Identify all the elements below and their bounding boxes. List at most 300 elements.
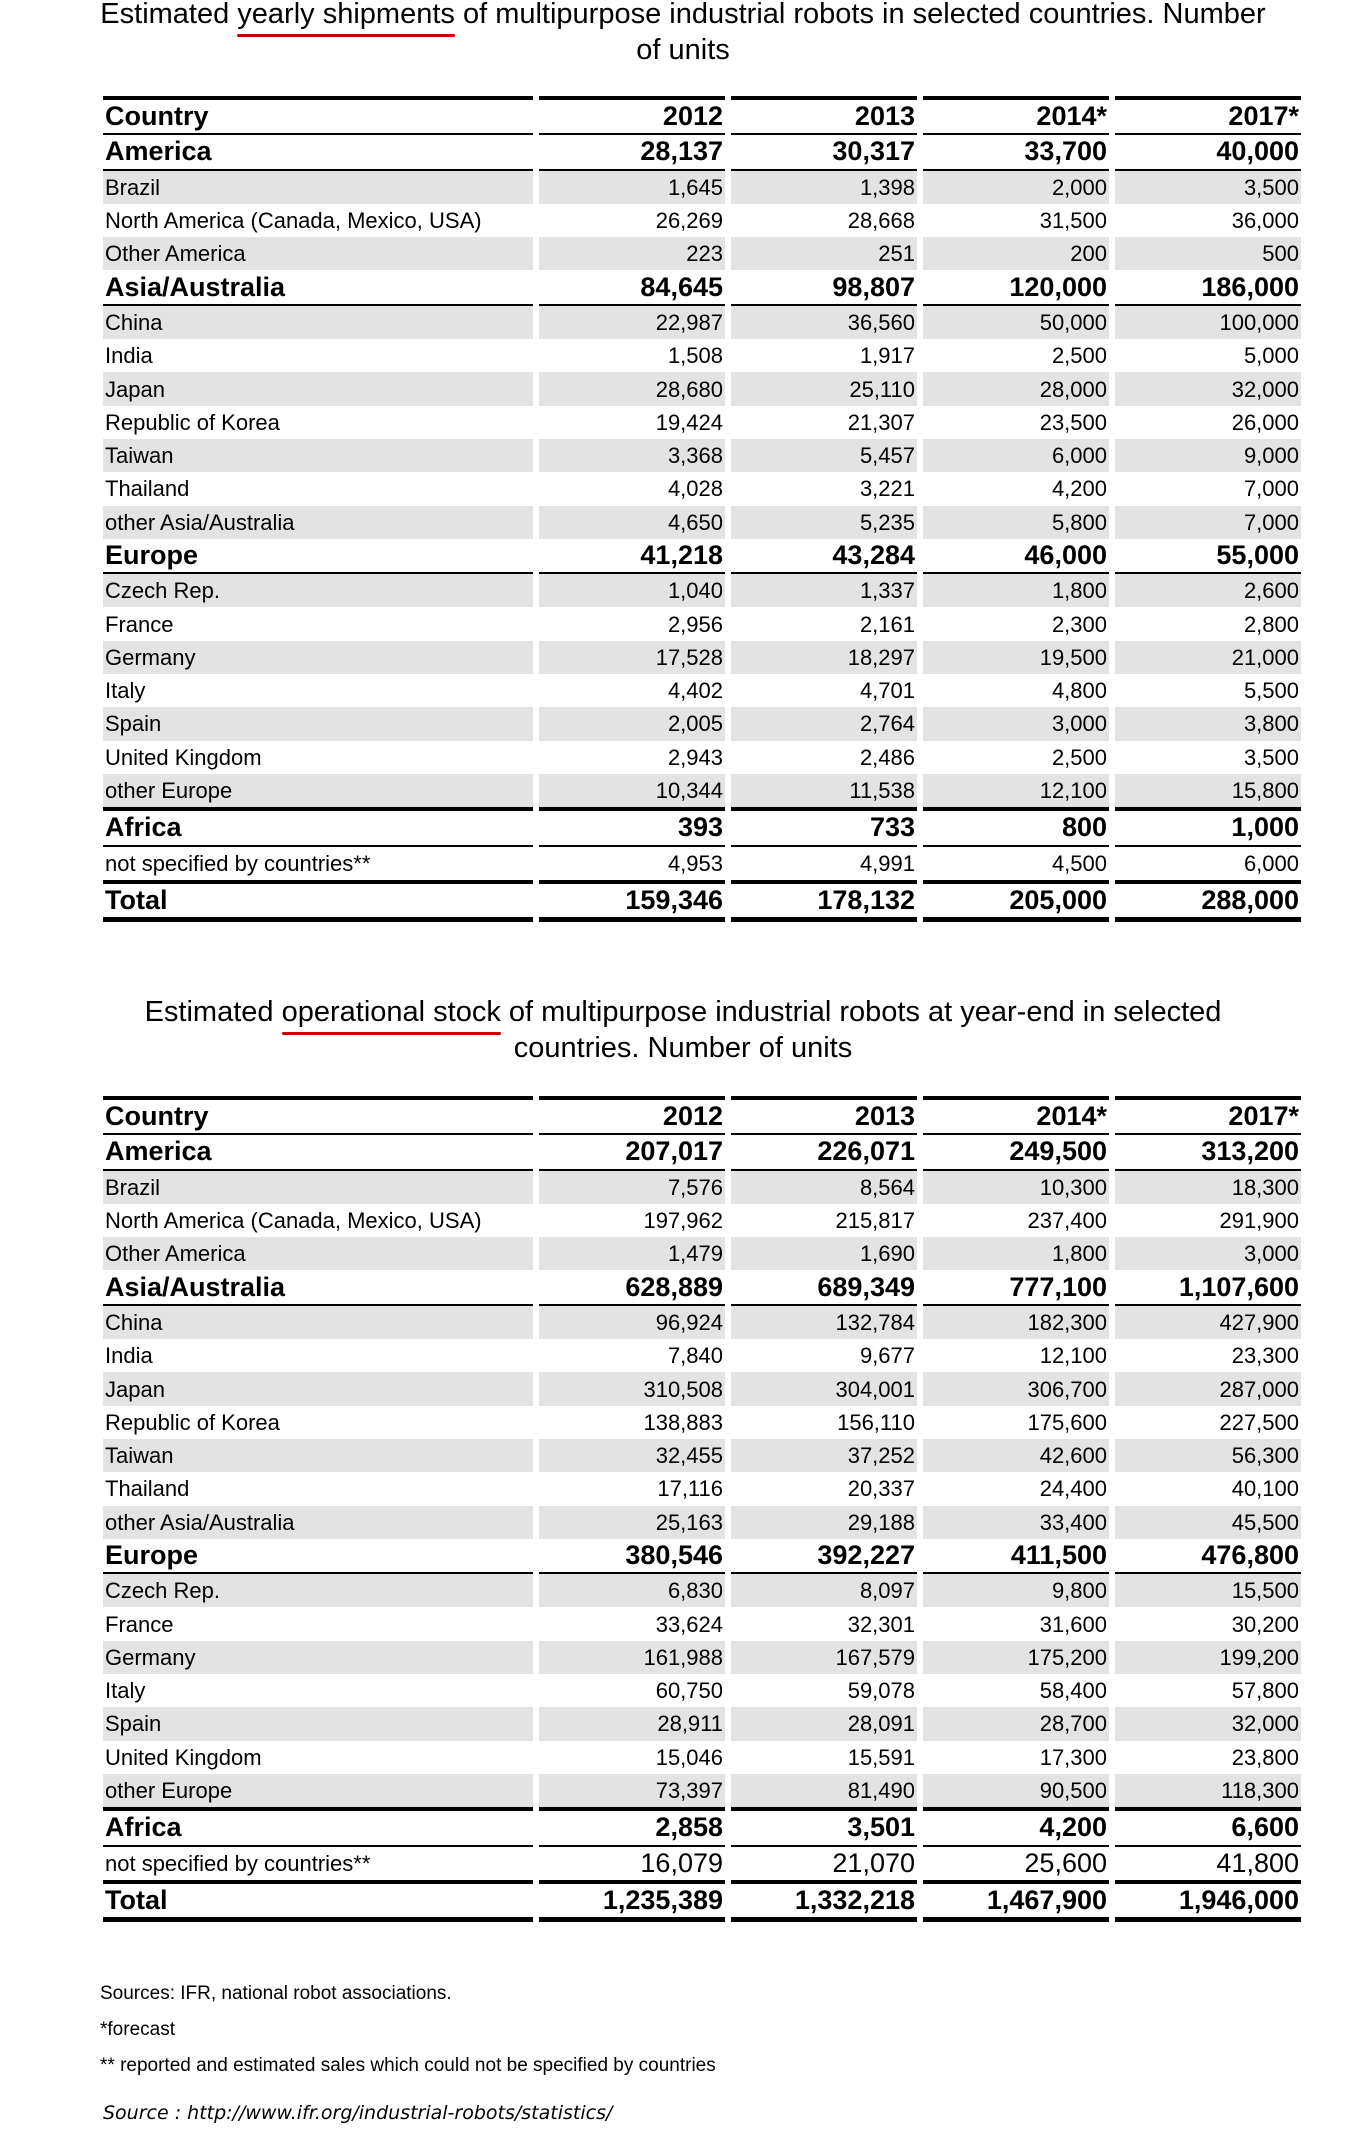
row-value: 18,300 <box>1115 1171 1301 1204</box>
row-value: 100,000 <box>1115 306 1301 339</box>
row-label: other Europe <box>103 1774 533 1807</box>
row-value: 6,830 <box>539 1574 725 1607</box>
row-value: 23,800 <box>1231 1744 1299 1770</box>
row-value: 175,600 <box>1027 1409 1107 1435</box>
row-value: 2,161 <box>859 611 915 637</box>
row-label: Europe <box>103 1539 533 1574</box>
row-value: 205,000 <box>923 880 1109 922</box>
row-value: 26,000 <box>1231 409 1299 435</box>
table-row <box>103 674 1301 707</box>
row-value: 28,911 <box>539 1707 725 1740</box>
table-row <box>103 1641 1301 1674</box>
table-row <box>103 1472 1301 1505</box>
row-value: 7,840 <box>667 1343 723 1369</box>
row-value: 15,800 <box>1115 774 1301 807</box>
row-label: United Kingdom <box>105 1744 262 1770</box>
row-value: 118,300 <box>1115 1774 1301 1807</box>
table-row <box>103 204 1301 237</box>
row-value: 3,221 <box>859 476 915 502</box>
row-value: 1,508 <box>667 343 723 369</box>
row-value: 138,883 <box>643 1409 723 1435</box>
row-value: 3,000 <box>923 707 1109 740</box>
row-value: 31,500 <box>1039 208 1107 234</box>
row-value: 46,000 <box>923 539 1109 574</box>
row-value: 28,137 <box>539 135 725 170</box>
row-value: 310,508 <box>539 1372 725 1405</box>
row-value: 25,163 <box>539 1506 725 1539</box>
table-row <box>103 506 1301 539</box>
row-label: Other America <box>103 237 533 270</box>
row-value: 2,500 <box>1051 744 1107 770</box>
row-value: 4,200 <box>923 1807 1109 1846</box>
table-row <box>103 1880 1301 1922</box>
row-value: 55,000 <box>1115 539 1301 574</box>
row-value: 7,000 <box>1243 476 1299 502</box>
row-label: Germany <box>103 1641 533 1674</box>
table-row <box>103 1306 1301 1339</box>
row-value: 5,235 <box>731 506 917 539</box>
row-value: 4,953 <box>667 850 723 876</box>
header-year: 2012 <box>539 96 725 135</box>
row-value: 2,800 <box>1243 611 1299 637</box>
row-value: 8,564 <box>731 1171 917 1204</box>
row-value: 73,397 <box>539 1774 725 1807</box>
row-label: other Asia/Australia <box>103 506 533 539</box>
row-value: 251 <box>731 237 917 270</box>
row-label: Thailand <box>105 476 190 502</box>
stock-table <box>97 1096 1307 1922</box>
row-value: 6,000 <box>923 439 1109 472</box>
row-value: 411,500 <box>923 1539 1109 1574</box>
row-value: 1,917 <box>859 343 915 369</box>
row-value: 32,000 <box>1115 1707 1301 1740</box>
row-value: 3,800 <box>1115 707 1301 740</box>
row-value: 223 <box>539 237 725 270</box>
row-value: 237,400 <box>1027 1208 1107 1234</box>
row-value: 3,368 <box>539 439 725 472</box>
row-value: 59,078 <box>847 1678 915 1704</box>
row-label: Spain <box>103 707 533 740</box>
header-year: 2017* <box>1115 1096 1301 1135</box>
row-value: 24,400 <box>1039 1476 1107 1502</box>
row-value: 41,218 <box>539 539 725 574</box>
row-value: 4,701 <box>859 678 915 704</box>
table-row <box>103 1539 1301 1574</box>
row-value: 2,000 <box>923 171 1109 204</box>
header-year: 2012 <box>539 1096 725 1135</box>
row-value: 43,284 <box>731 539 917 574</box>
row-value: 161,988 <box>539 1641 725 1674</box>
row-label: Brazil <box>103 171 533 204</box>
row-value: 25,110 <box>731 372 917 405</box>
row-value: 10,344 <box>539 774 725 807</box>
row-label: Total <box>103 880 533 922</box>
row-value: 57,800 <box>1231 1678 1299 1704</box>
row-value: 3,500 <box>1243 744 1299 770</box>
row-value: 800 <box>923 807 1109 846</box>
table-row <box>103 237 1301 270</box>
table-row <box>103 1372 1301 1405</box>
row-value: 2,300 <box>1051 611 1107 637</box>
row-value: 167,579 <box>731 1641 917 1674</box>
row-value: 1,398 <box>731 171 917 204</box>
table-header-row <box>103 96 1301 135</box>
table-row <box>103 847 1301 880</box>
table-row <box>103 1741 1301 1774</box>
row-value: 21,307 <box>847 409 915 435</box>
row-value: 17,116 <box>657 1476 723 1502</box>
row-value: 20,337 <box>847 1476 915 1502</box>
row-value: 37,252 <box>731 1439 917 1472</box>
row-label: China <box>103 1306 533 1339</box>
row-value: 30,200 <box>1231 1611 1299 1637</box>
row-label: Italy <box>105 678 146 704</box>
table-row <box>103 1135 1301 1170</box>
row-value: 5,800 <box>923 506 1109 539</box>
row-value: 84,645 <box>539 270 725 305</box>
row-value: 628,889 <box>539 1270 725 1305</box>
row-value: 733 <box>731 807 917 846</box>
row-label: Other America <box>103 1237 533 1270</box>
row-value: 476,800 <box>1115 1539 1301 1574</box>
row-value: 30,317 <box>731 135 917 170</box>
table-row <box>103 372 1301 405</box>
row-label: not specified by countries** <box>105 1850 371 1876</box>
table-row <box>103 339 1301 372</box>
row-value: 60,750 <box>655 1678 723 1704</box>
row-value: 1,800 <box>923 1237 1109 1270</box>
row-value: 21,070 <box>832 1847 915 1878</box>
row-value: 1,040 <box>539 574 725 607</box>
row-value: 15,591 <box>847 1744 915 1770</box>
row-value: 17,300 <box>1039 1744 1107 1770</box>
table-row <box>103 1847 1301 1880</box>
row-value: 3,501 <box>731 1807 917 1846</box>
row-value: 380,546 <box>539 1539 725 1574</box>
row-value: 186,000 <box>1115 270 1301 305</box>
row-value: 12,100 <box>1039 1343 1107 1369</box>
note-forecast: *forecast <box>100 2019 175 2040</box>
row-value: 23,300 <box>1231 1343 1299 1369</box>
row-value: 31,600 <box>1039 1611 1107 1637</box>
row-label: China <box>103 306 533 339</box>
row-value: 41,800 <box>1216 1847 1299 1878</box>
row-value: 19,424 <box>655 409 723 435</box>
row-value: 9,000 <box>1115 439 1301 472</box>
row-value: 29,188 <box>731 1506 917 1539</box>
stock-title-post: of multipurpose industrial robots at year-end in selected countries. Number of units <box>500 996 1222 1064</box>
row-value: 50,000 <box>923 306 1109 339</box>
row-label: Czech Rep. <box>103 574 533 607</box>
row-label: Thailand <box>105 1476 190 1502</box>
row-value: 8,097 <box>731 1574 917 1607</box>
table-row <box>103 135 1301 170</box>
header-year: 2013 <box>731 96 917 135</box>
row-value: 175,200 <box>923 1641 1109 1674</box>
row-value: 33,700 <box>923 135 1109 170</box>
note-sources: Sources: IFR, national robot associations. <box>100 1983 452 2004</box>
row-label: Asia/Australia <box>103 1270 533 1305</box>
row-value: 156,110 <box>837 1409 915 1435</box>
row-label: France <box>105 611 174 637</box>
row-value: 22,987 <box>539 306 725 339</box>
row-value: 36,560 <box>731 306 917 339</box>
row-label: Czech Rep. <box>103 1574 533 1607</box>
row-value: 17,528 <box>539 641 725 674</box>
stock-title <box>100 994 1266 1066</box>
row-value: 427,900 <box>1115 1306 1301 1339</box>
row-value: 90,500 <box>923 1774 1109 1807</box>
table-row <box>103 439 1301 472</box>
row-value: 4,500 <box>1051 850 1107 876</box>
row-value: 15,046 <box>655 1744 723 1770</box>
row-value: 1,235,389 <box>539 1880 725 1922</box>
row-value: 18,297 <box>731 641 917 674</box>
header-country: Country <box>103 96 533 135</box>
row-value: 227,500 <box>1219 1409 1299 1435</box>
row-value: 2,500 <box>1051 343 1107 369</box>
shipments-title <box>100 0 1266 68</box>
row-value: 21,000 <box>1115 641 1301 674</box>
row-value: 159,346 <box>539 880 725 922</box>
row-value: 1,690 <box>731 1237 917 1270</box>
row-value: 1,946,000 <box>1115 1880 1301 1922</box>
row-value: 2,943 <box>667 744 723 770</box>
row-value: 11,538 <box>731 774 917 807</box>
row-label: North America (Canada, Mexico, USA) <box>105 1208 482 1234</box>
row-label: other Europe <box>103 774 533 807</box>
row-label: Africa <box>103 807 533 846</box>
table-row <box>103 1674 1301 1707</box>
row-value: 249,500 <box>923 1135 1109 1170</box>
row-value: 28,700 <box>923 1707 1109 1740</box>
table-row <box>103 1406 1301 1439</box>
row-value: 1,332,218 <box>731 1880 917 1922</box>
row-label: Asia/Australia <box>103 270 533 305</box>
row-label: United Kingdom <box>105 744 262 770</box>
table-row <box>103 1774 1301 1807</box>
source-line: Source : http://www.ifr.org/industrial-robots/statistics/ <box>103 2102 613 2124</box>
row-value: 42,600 <box>923 1439 1109 1472</box>
row-value: 5,000 <box>1243 343 1299 369</box>
header-year: 2013 <box>731 1096 917 1135</box>
row-value: 120,000 <box>923 270 1109 305</box>
table-row <box>103 472 1301 505</box>
row-value: 2,764 <box>731 707 917 740</box>
row-value: 4,800 <box>1051 678 1107 704</box>
row-value: 2,600 <box>1115 574 1301 607</box>
row-value: 28,000 <box>923 372 1109 405</box>
row-label: America <box>103 135 533 170</box>
row-value: 689,349 <box>731 1270 917 1305</box>
row-value: 1,337 <box>731 574 917 607</box>
shipments-title-post: of multipurpose industrial robots in selected countries. Number of units <box>454 0 1266 66</box>
row-value: 33,400 <box>923 1506 1109 1539</box>
shipments-title-underlined: yearly shipments <box>237 0 455 30</box>
row-value: 10,300 <box>923 1171 1109 1204</box>
row-label: Brazil <box>103 1171 533 1204</box>
header-year: 2014* <box>923 1096 1109 1135</box>
row-value: 40,000 <box>1115 135 1301 170</box>
row-label: India <box>105 1343 153 1369</box>
row-value: 207,017 <box>539 1135 725 1170</box>
row-value: 392,227 <box>731 1539 917 1574</box>
row-value: 23,500 <box>1039 409 1107 435</box>
stock-title-pre: Estimated <box>144 996 282 1028</box>
row-value: 200 <box>923 237 1109 270</box>
row-value: 32,301 <box>847 1611 915 1637</box>
row-value: 777,100 <box>923 1270 1109 1305</box>
table-row <box>103 1270 1301 1305</box>
table-row <box>103 406 1301 439</box>
header-country: Country <box>103 1096 533 1135</box>
row-value: 33,624 <box>655 1611 723 1637</box>
row-label: France <box>105 1611 174 1637</box>
row-label: Europe <box>103 539 533 574</box>
row-label: America <box>103 1135 533 1170</box>
row-value: 28,091 <box>731 1707 917 1740</box>
row-value: 313,200 <box>1115 1135 1301 1170</box>
table-row <box>103 1439 1301 1472</box>
row-value: 4,028 <box>667 476 723 502</box>
row-value: 58,400 <box>1039 1678 1107 1704</box>
row-value: 7,576 <box>539 1171 725 1204</box>
row-label: Africa <box>103 1807 533 1846</box>
row-value: 4,200 <box>1051 476 1107 502</box>
table-row <box>103 1237 1301 1270</box>
row-value: 1,800 <box>923 574 1109 607</box>
row-value: 1,479 <box>539 1237 725 1270</box>
row-value: 9,677 <box>859 1343 915 1369</box>
row-label: Total <box>103 1880 533 1922</box>
row-value: 1,107,600 <box>1115 1270 1301 1305</box>
row-value: 4,991 <box>859 850 915 876</box>
row-value: 28,668 <box>847 208 915 234</box>
row-value: 2,005 <box>539 707 725 740</box>
row-value: 226,071 <box>731 1135 917 1170</box>
row-value: 199,200 <box>1115 1641 1301 1674</box>
row-value: 5,500 <box>1243 678 1299 704</box>
row-value: 500 <box>1115 237 1301 270</box>
row-label: Germany <box>103 641 533 674</box>
row-label: Taiwan <box>103 1439 533 1472</box>
header-year: 2014* <box>923 96 1109 135</box>
row-value: 45,500 <box>1115 1506 1301 1539</box>
row-value: 287,000 <box>1115 1372 1301 1405</box>
table-row <box>103 741 1301 774</box>
row-value: 81,490 <box>731 1774 917 1807</box>
row-label: Spain <box>103 1707 533 1740</box>
row-value: 6,000 <box>1243 850 1299 876</box>
row-value: 393 <box>539 807 725 846</box>
row-value: 25,600 <box>1024 1847 1107 1878</box>
table-row <box>103 539 1301 574</box>
row-value: 12,100 <box>923 774 1109 807</box>
row-label: Italy <box>105 1678 146 1704</box>
row-value: 3,500 <box>1115 171 1301 204</box>
row-value: 1,000 <box>1115 807 1301 846</box>
row-value: 306,700 <box>923 1372 1109 1405</box>
row-label: Republic of Korea <box>105 1409 280 1435</box>
row-label: Japan <box>103 372 533 405</box>
row-value: 288,000 <box>1115 880 1301 922</box>
table-row <box>103 1171 1301 1204</box>
header-year: 2017* <box>1115 96 1301 135</box>
stock-title-underlined: operational stock <box>281 996 501 1028</box>
row-value: 291,900 <box>1219 1208 1299 1234</box>
shipments-title-pre: Estimated <box>100 0 238 30</box>
table-row <box>103 807 1301 846</box>
row-value: 40,100 <box>1231 1476 1299 1502</box>
row-value: 4,650 <box>539 506 725 539</box>
row-value: 132,784 <box>731 1306 917 1339</box>
table-row <box>103 774 1301 807</box>
row-value: 197,962 <box>643 1208 723 1234</box>
row-value: 15,500 <box>1115 1574 1301 1607</box>
row-label: North America (Canada, Mexico, USA) <box>105 208 482 234</box>
row-value: 5,457 <box>731 439 917 472</box>
row-label: other Asia/Australia <box>103 1506 533 1539</box>
table-row <box>103 1607 1301 1640</box>
row-value: 32,000 <box>1115 372 1301 405</box>
table-row <box>103 641 1301 674</box>
table-row <box>103 707 1301 740</box>
row-value: 56,300 <box>1115 1439 1301 1472</box>
row-label: Taiwan <box>103 439 533 472</box>
table-row <box>103 1807 1301 1846</box>
row-value: 96,924 <box>539 1306 725 1339</box>
row-label: India <box>105 343 153 369</box>
table-row <box>103 1339 1301 1372</box>
row-value: 3,000 <box>1115 1237 1301 1270</box>
table-row <box>103 1574 1301 1607</box>
row-value: 36,000 <box>1231 208 1299 234</box>
row-label: not specified by countries** <box>105 850 371 876</box>
table-row <box>103 306 1301 339</box>
row-value: 215,817 <box>835 1208 915 1234</box>
row-value: 2,486 <box>859 744 915 770</box>
row-label: Japan <box>103 1372 533 1405</box>
table-row <box>103 880 1301 922</box>
row-value: 178,132 <box>731 880 917 922</box>
row-value: 4,402 <box>667 678 723 704</box>
table-row <box>103 574 1301 607</box>
table-row <box>103 171 1301 204</box>
row-value: 2,858 <box>539 1807 725 1846</box>
table-header-row <box>103 1096 1301 1135</box>
row-value: 19,500 <box>923 641 1109 674</box>
row-value: 28,680 <box>539 372 725 405</box>
row-value: 98,807 <box>731 270 917 305</box>
shipments-table <box>97 96 1307 922</box>
table-row <box>103 270 1301 305</box>
table-row <box>103 607 1301 640</box>
row-value: 9,800 <box>923 1574 1109 1607</box>
row-value: 32,455 <box>539 1439 725 1472</box>
row-value: 1,467,900 <box>923 1880 1109 1922</box>
note-reported: ** reported and estimated sales which could not be specified by countries <box>100 2055 716 2076</box>
table-row <box>103 1204 1301 1237</box>
row-value: 7,000 <box>1115 506 1301 539</box>
table-row <box>103 1707 1301 1740</box>
row-label: Republic of Korea <box>105 409 280 435</box>
row-value: 26,269 <box>655 208 723 234</box>
table-row <box>103 1506 1301 1539</box>
row-value: 16,079 <box>640 1847 723 1878</box>
row-value: 1,645 <box>539 171 725 204</box>
row-value: 304,001 <box>731 1372 917 1405</box>
row-value: 6,600 <box>1115 1807 1301 1846</box>
